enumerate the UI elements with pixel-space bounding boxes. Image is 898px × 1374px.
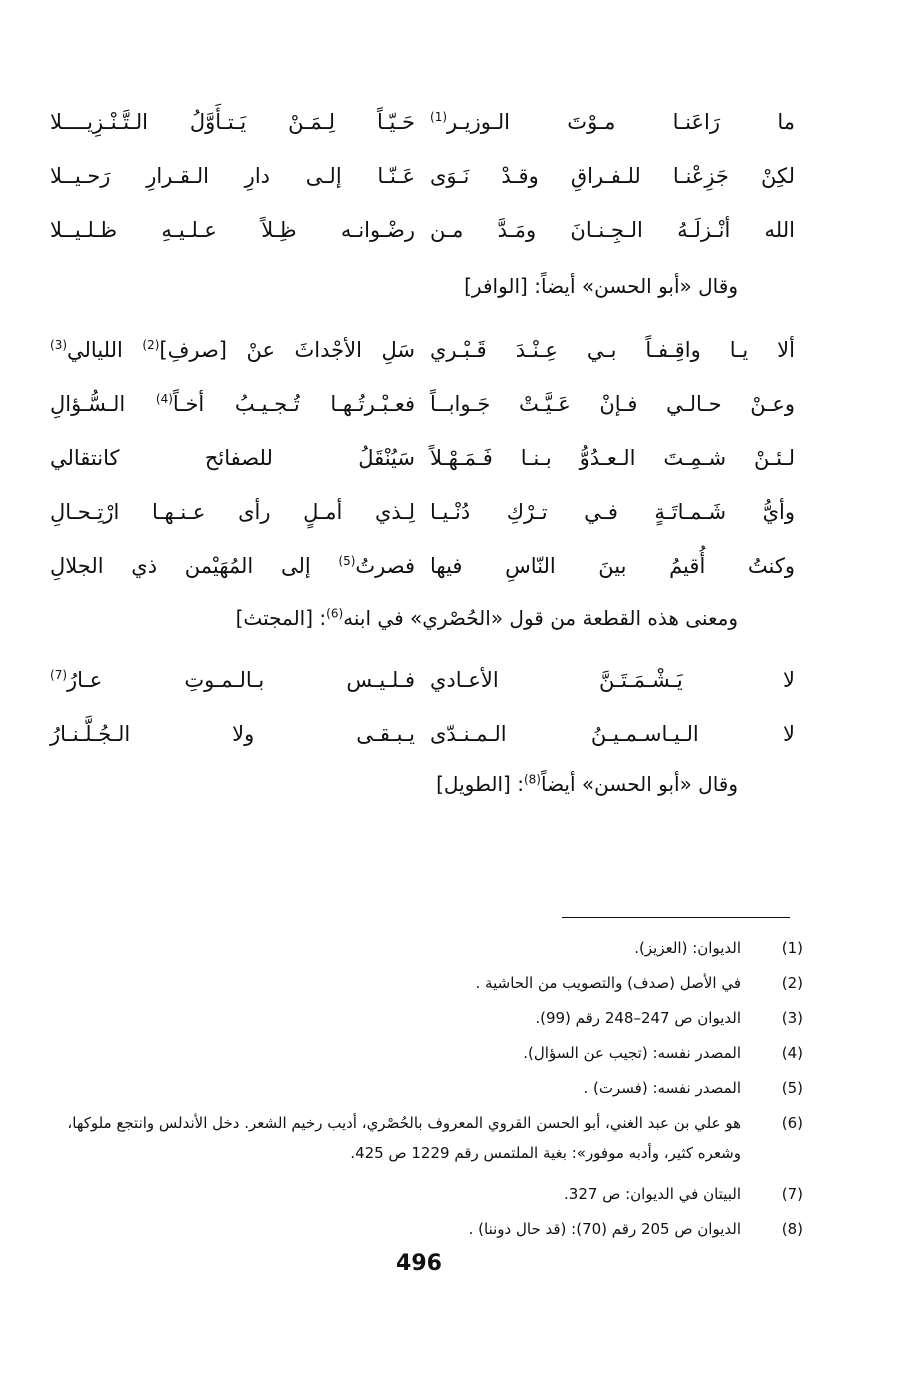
- footnote: [83, 1038, 803, 1068]
- footnote-number: (5): [781, 1079, 803, 1097]
- verse-line: [50, 654, 795, 706]
- attribution-line: [436, 764, 738, 804]
- verse-second-hemistich: يـبـقـى ولا الـجُـلَّـنـارُ: [50, 722, 415, 746]
- verse-first-hemistich: لا يَـشْـمَـتَـنَّ الأعـادي: [430, 668, 795, 692]
- footnote-text: الديوان ص 247–248 رقم (99).: [535, 1009, 741, 1027]
- hemistich-text: ما رَاعَنـا مـوْتَ الـوزيـر: [447, 110, 795, 134]
- hemistich-text: سَلِ الأجْداثَ عنْ [صرفِ]: [159, 338, 415, 362]
- verse-line: [50, 486, 795, 538]
- footnote: [83, 1214, 803, 1244]
- verse-line: [50, 378, 795, 430]
- verse-line: [50, 324, 795, 376]
- footnote-number: (4): [781, 1044, 803, 1062]
- attribution-text: ومعنى هذه القطعة من قول «الحُصْري» في ابنه: [343, 606, 738, 630]
- verse-second-hemistich: عَـنّـا إلـى دارِ الـقـرارِ رَحـيــلا: [50, 164, 415, 188]
- verse-line: [50, 96, 795, 148]
- page-number: 496: [396, 1251, 442, 1276]
- footnote-number: (7): [781, 1185, 803, 1203]
- footnote-marker: (4): [155, 392, 173, 406]
- attribution-text: وقال «أبو الحسن» أيضاً: [540, 772, 738, 796]
- footnote: [83, 1179, 803, 1209]
- verse-first-hemistich: وأيُّ شَـمـاتَـةٍ فـي تـرْكِ دُنْـيـا: [430, 500, 795, 524]
- verse-first-hemistich: لكِنْ جَزِعْنـا للـفـراقِ وقـدْ نَـوَى: [430, 164, 795, 188]
- footnote-text: البيتان في الديوان: ص 327.: [564, 1185, 741, 1203]
- verse-line: [50, 204, 795, 256]
- hemistich-text: فصرتُ: [355, 554, 415, 578]
- footnote: [58, 1108, 803, 1168]
- footnote-number: (3): [781, 1009, 803, 1027]
- verse-line: [50, 540, 795, 592]
- footnote-marker: (2): [142, 338, 160, 352]
- verse-second-hemistich: [50, 654, 415, 706]
- verse-line: [50, 708, 795, 760]
- footnote-number: (8): [781, 1220, 803, 1238]
- meter-label: [الطويل]: [436, 772, 511, 796]
- footnote-text: الديوان: (العزيز).: [634, 939, 741, 957]
- verse-second-hemistich: [50, 324, 415, 376]
- footnote-marker: (6): [326, 606, 344, 621]
- footnote: [83, 968, 803, 998]
- hemistich-text: الليالي: [67, 338, 143, 362]
- footnote-number: (1): [781, 939, 803, 957]
- footnote-text: في الأصل (صدف) والتصويب من الحاشية .: [475, 974, 741, 992]
- verse-first-hemistich: لا الـيـاسـمـيـنُ الـمـنـدّى: [430, 722, 795, 746]
- footnote: [83, 1073, 803, 1103]
- footnote-text: هو علي بن عبد الغني، أبو الحسن القروي المعروف بالحُصْري، أديب رخيم الشعر. دخل الأندلس وانتجع ملوكها، وشعره كثير، وأدبه موفور»: بغية الملتمس رقم 1229 ص 425.: [67, 1114, 741, 1162]
- verse-first-hemistich: وكنتُ أُقيمُ بينَ النّاسِ فيها: [430, 554, 795, 578]
- verse-second-hemistich: [50, 378, 415, 430]
- footnote-marker: (5): [338, 554, 356, 568]
- punctuation: :: [517, 772, 524, 796]
- footnote-number: (2): [781, 974, 803, 992]
- footnote-text: المصدر نفسه: (تجيب عن السؤال).: [523, 1044, 741, 1062]
- hemistich-text: إلى المُهَيْمن ذي الجلالِ: [50, 554, 339, 578]
- footnote: [83, 1003, 803, 1033]
- footnote-marker: (7): [50, 668, 68, 682]
- verse-first-hemistich: [430, 96, 795, 148]
- footnote-text: المصدر نفسه: (فسرت) .: [583, 1079, 741, 1097]
- footnote-number: (6): [781, 1114, 803, 1132]
- verse-first-hemistich: لـئـنْ شـمِـتَ الـعـدُوُّ بـنـا فَـمَـهْـلاً: [430, 446, 795, 470]
- hemistich-text: الـسُّـؤالِ: [50, 392, 156, 416]
- punctuation: :: [319, 606, 327, 630]
- meter-label: [المجتث]: [235, 606, 314, 630]
- verse-first-hemistich: الله أنْـزلَـهُ الـجِـنـانَ ومَـدَّ مـن: [430, 218, 795, 242]
- verse-line: [50, 150, 795, 202]
- hemistich-text: فـلـيـس بـالـمـوتِ عـارُ: [67, 668, 415, 692]
- footnote-marker: (1): [430, 110, 448, 124]
- verse-second-hemistich: لِـذي أمـلٍ رأى عـنـهـا ارْتِـحـالِ: [50, 500, 415, 524]
- meter-label: [الوافر]: [464, 274, 528, 298]
- verse-second-hemistich: حَـيّـاً لِـمَـنْ يَـتـأَوَّلُ الـتَّـنْـزِيــــلا: [50, 110, 415, 134]
- footnote-text: الديوان ص 205 رقم (70): (قد حال دوننا) .: [468, 1220, 741, 1238]
- verse-second-hemistich: [50, 540, 415, 592]
- verse-line: [50, 432, 795, 484]
- footnote-marker: (3): [50, 338, 68, 352]
- verse-second-hemistich: سَيُنْقَلُ للصفائح كانتقالي: [50, 446, 415, 470]
- attribution-line: [236, 598, 738, 638]
- attribution-text: وقال «أبو الحسن» أيضاً:: [534, 274, 738, 298]
- footnote-separator: [562, 917, 790, 918]
- hemistich-text: فعـبْـرتُـهـا تُـجـيـبُ أخـاً: [172, 392, 415, 416]
- verse-first-hemistich: ألا يـا واقِـفـاً بـي عِـنْـدَ قَـبْـري: [430, 338, 795, 362]
- attribution-line: [464, 266, 738, 306]
- footnote: [83, 933, 803, 963]
- footnote-marker: (8): [523, 772, 541, 787]
- verse-first-hemistich: وعـنْ حـالـي فـإنْ عَـيَّـتْ جَـوابــاً: [430, 392, 795, 416]
- verse-second-hemistich: رضْـوانـه ظِـلاً عـلـيـهِ ظـلـيــلا: [50, 218, 415, 242]
